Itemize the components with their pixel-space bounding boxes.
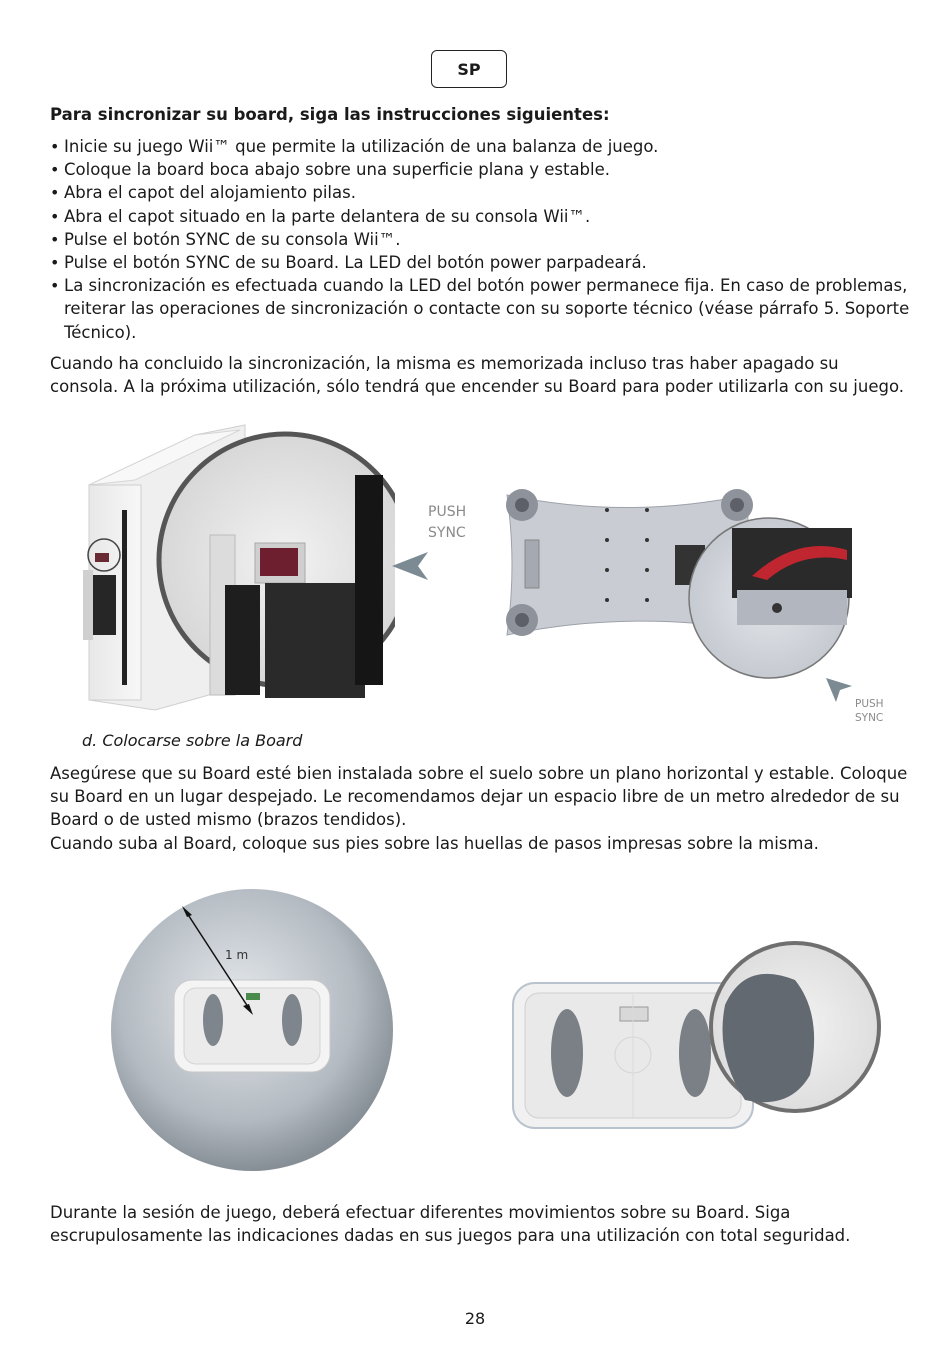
sync-steps-list <box>50 135 910 344</box>
push-sync-small-label <box>855 697 884 725</box>
push-label: PUSH <box>855 698 884 710</box>
list-item: • Abra el capot del alojamiento pilas. <box>50 181 910 204</box>
sync-memory-paragraph: Cuando ha concluido la sincronización, la misma es memorizada incluso tras haber apagado su consola. A la próxima utilización, sólo tendrá que encender su Board para poder utilizarla con su juego. <box>50 354 905 397</box>
push-sync-label <box>428 502 466 544</box>
list-item: • La sincronización es efectuada cuando la LED del botón power permanece fija. En caso de problemas, reiterar las operaciones de sincronización o contacte con su soporte técnico (véase párrafo 5. Soporte Técnico). <box>50 274 910 344</box>
section-heading: d. Colocarse sobre la Board <box>82 731 303 750</box>
page-number: 28 <box>464 1309 486 1328</box>
placement-text: Asegúrese que su Board esté bien instalada sobre el suelo sobre un plano horizontal y estable. Coloque su Board en un lugar despejado. Le recomendamos dejar un espacio libre de un metro alrededor de su Board o de usted mismo (brazos tendidos). <box>50 764 908 830</box>
list-item: • Abra el capot situado en la parte delantera de su consola Wii™. <box>50 205 910 228</box>
list-item: • Coloque la board boca abajo sobre una superficie plana y estable. <box>50 158 910 181</box>
list-item: • Inicie su juego Wii™ que permite la utilización de una balanza de juego. <box>50 135 910 158</box>
sync-instructions-heading: Para sincronizar su board, siga las instrucciones siguientes: <box>50 105 610 124</box>
list-item: • Pulse el botón SYNC de su consola Wii™. <box>50 228 910 251</box>
board-placement-paragraph <box>50 762 910 855</box>
sync-label: SYNC <box>855 712 884 724</box>
feet-on-board-illustration <box>505 935 885 1135</box>
sync-label: SYNC <box>428 525 466 541</box>
push-label: PUSH <box>428 504 467 520</box>
push-sync-small-arrow-icon <box>824 676 854 704</box>
feet-position-text: Cuando suba al Board, coloque sus pies sobre las huellas de pasos impresas sobre la misma. <box>50 833 819 853</box>
list-item: • Pulse el botón SYNC de su Board. La LED del botón power parpadeará. <box>50 251 910 274</box>
distance-label: 1 m <box>225 948 249 962</box>
balance-board-underside-illustration <box>497 480 857 690</box>
wii-console-sync-illustration <box>75 415 395 715</box>
push-sync-arrow-icon <box>390 550 432 582</box>
language-badge: SP <box>431 50 507 88</box>
safety-area-illustration <box>110 888 395 1173</box>
gameplay-safety-paragraph: Durante la sesión de juego, deberá efectuar diferentes movimientos sobre su Board. Siga escrupulosamente las indicaciones dadas en sus juegos para una utilización con total seguridad. <box>50 1203 851 1246</box>
